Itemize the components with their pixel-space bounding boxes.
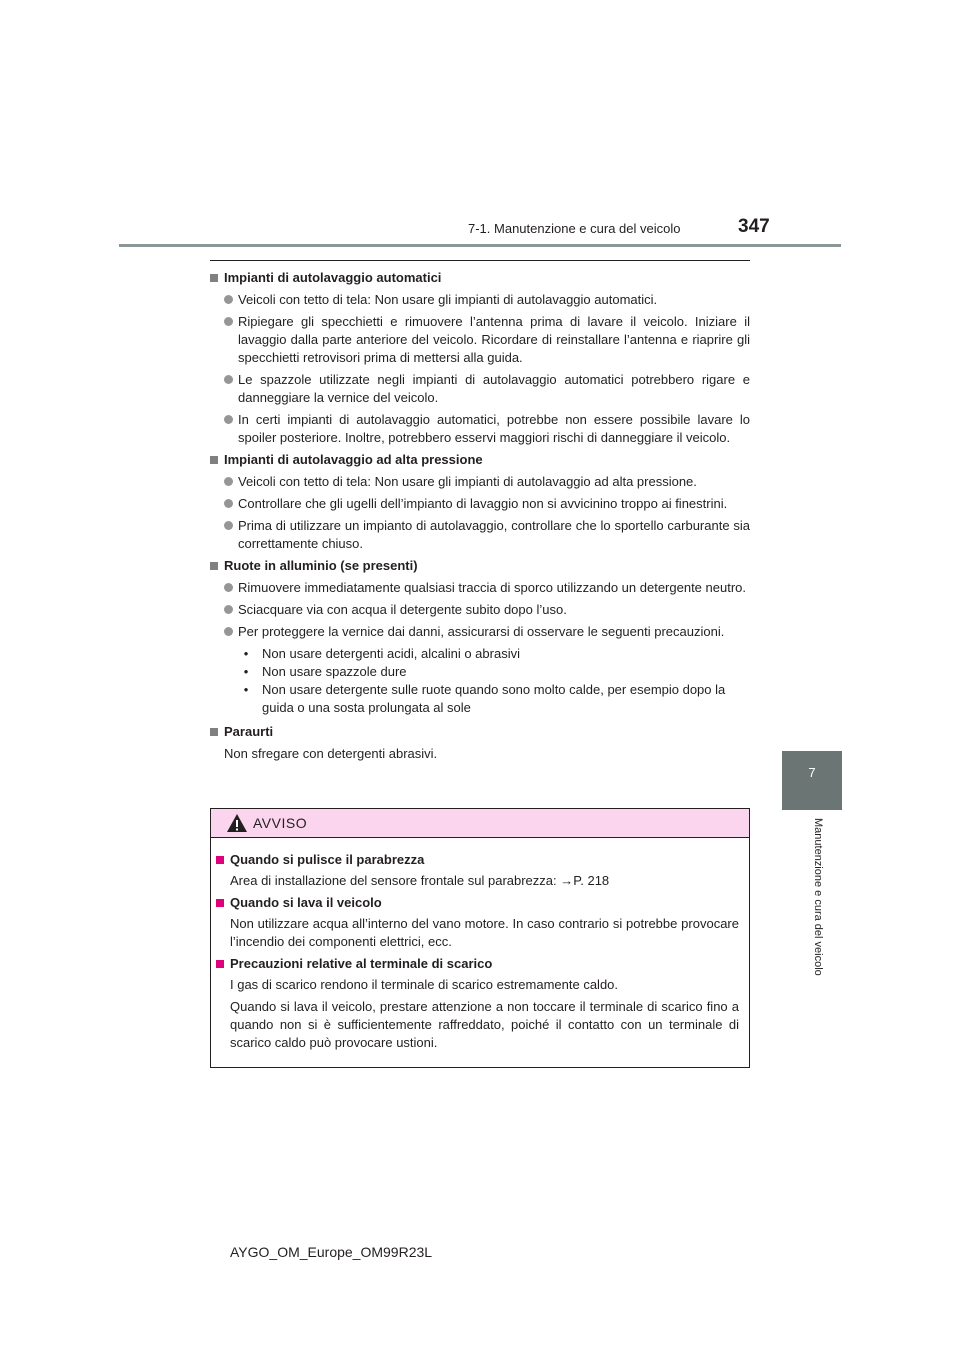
content-rule bbox=[210, 260, 750, 261]
chapter-side-label: Manutenzione e cura del veicolo bbox=[812, 818, 824, 976]
warning-item-heading: Quando si lava il veicolo bbox=[216, 894, 739, 912]
round-bullet-icon bbox=[224, 605, 233, 614]
list-item: Veicoli con tetto di tela: Non usare gli impianti di autolavaggio ad alta pressione. bbox=[224, 473, 750, 491]
section-heading: Impianti di autolavaggio ad alta pressione bbox=[210, 451, 750, 469]
square-bullet-icon bbox=[216, 899, 224, 907]
square-bullet-icon bbox=[210, 274, 218, 282]
warning-paragraph: I gas di scarico rendono il terminale di scarico estremamente caldo. bbox=[230, 977, 619, 992]
page-number: 347 bbox=[738, 216, 770, 237]
warning-triangle-icon bbox=[226, 813, 248, 838]
list-item: Rimuovere immediatamente qualsiasi traccia di sporco utilizzando un detergente neutro. bbox=[224, 579, 750, 597]
section-heading: Paraurti bbox=[210, 723, 750, 741]
round-bullet-icon bbox=[224, 317, 233, 326]
warning-body bbox=[211, 838, 749, 1052]
round-bullet-icon bbox=[224, 375, 233, 384]
list-item: Le spazzole utilizzate negli impianti di autolavaggio automatici potrebbero rigare e danneggiare la vernice del veicolo. bbox=[224, 371, 750, 407]
round-bullet-icon bbox=[224, 627, 233, 636]
list-item: Sciacquare via con acqua il detergente subito dopo l’uso. bbox=[224, 601, 750, 619]
section-title: 7-1. Manutenzione e cura del veicolo bbox=[468, 221, 681, 236]
warning-paragraph: Non utilizzare acqua all’interno del vano motore. In caso contrario si potrebbe provocare l’incendio dei componenti elettrici, ecc. bbox=[230, 916, 739, 949]
square-bullet-icon bbox=[210, 456, 218, 464]
paragraph: Non sfregare con detergenti abrasivi. bbox=[224, 746, 438, 761]
section-heading: Ruote in alluminio (se presenti) bbox=[210, 557, 750, 575]
list-item: In certi impianti di autolavaggio automatici, potrebbe non essere possibile lavare lo spoiler posteriore. Inoltre, potrebbero esservi maggiori rischi di danneggiare il veicolo. bbox=[224, 411, 750, 447]
square-bullet-icon bbox=[216, 960, 224, 968]
chapter-number: 7 bbox=[808, 765, 816, 780]
warning-item-heading: Precauzioni relative al terminale di scarico bbox=[216, 955, 739, 973]
warning-paragraph: Quando si lava il veicolo, prestare attenzione a non toccare il terminale di scarico fino a quando non si è sufficientemente raffreddato, poiché il contatto con un terminale di scarico caldo può provocare ustioni. bbox=[230, 999, 739, 1050]
sub-list-item: • Non usare spazzole dure bbox=[243, 664, 407, 679]
list-item: Prima di utilizzare un impianto di autolavaggio, controllare che lo sportello carburante sia correttamente chiuso. bbox=[224, 517, 750, 553]
warning-item-heading: Quando si pulisce il parabrezza bbox=[216, 851, 739, 869]
round-bullet-icon bbox=[224, 583, 233, 592]
main-content bbox=[210, 267, 750, 763]
document-code: AYGO_OM_Europe_OM99R23L bbox=[230, 1244, 433, 1260]
sub-list-item: • Non usare detergente sulle ruote quando sono molto calde, per esempio dopo la guida o una sosta prolungata al sole bbox=[243, 682, 726, 715]
warning-paragraph: Area di installazione del sensore frontale sul parabrezza: →P. 218 bbox=[230, 873, 610, 888]
list-item: Controllare che gli ugelli dell’impianto di lavaggio non si avvicinino troppo ai finestrini. bbox=[224, 495, 750, 513]
chapter-tab bbox=[782, 751, 842, 810]
round-bullet-icon bbox=[224, 295, 233, 304]
round-bullet-icon bbox=[224, 415, 233, 424]
list-item: Per proteggere la vernice dai danni, assicurarsi di osservare le seguenti precauzioni. bbox=[224, 623, 750, 641]
square-bullet-icon bbox=[216, 856, 224, 864]
square-bullet-icon bbox=[210, 728, 218, 736]
round-bullet-icon bbox=[224, 521, 233, 530]
round-bullet-icon bbox=[224, 499, 233, 508]
warning-box bbox=[210, 808, 750, 1068]
square-bullet-icon bbox=[210, 562, 218, 570]
list-item: Ripiegare gli specchietti e rimuovere l’antenna prima di lavare il veicolo. Iniziare il lavaggio dalla parte anteriore del veicolo. Ricordare di reinstallare l’antenna e riaprire gli specchietti retrovisori prima di mettersi alla guida. bbox=[224, 313, 750, 367]
warning-title: AVVISO bbox=[253, 815, 308, 831]
round-bullet-icon bbox=[224, 477, 233, 486]
list-item: Veicoli con tetto di tela: Non usare gli impianti di autolavaggio automatici. bbox=[224, 291, 750, 309]
header-rule bbox=[119, 244, 841, 247]
sub-list-item: • Non usare detergenti acidi, alcalini o abrasivi bbox=[243, 646, 520, 661]
section-heading: Impianti di autolavaggio automatici bbox=[210, 269, 750, 287]
warning-header bbox=[211, 809, 749, 838]
